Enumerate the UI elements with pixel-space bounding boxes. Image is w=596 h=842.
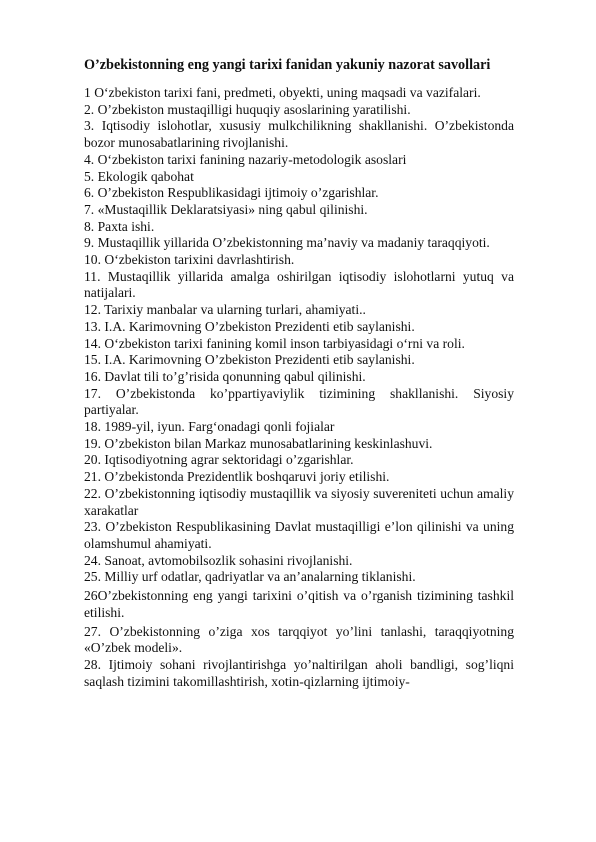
question-item-26: 26O’zbekistonning eng yangi tarixini o’qitish va o’rganish tizimining tashkil etilishi. [84,588,514,620]
question-item-14: 14. O‘zbekiston tarixi fanining komil inson tarbiyasidagi o‘rni va roli. [84,335,465,351]
question-list [84,85,514,690]
question-item-19: 19. O’zbekiston bilan Markaz munosabatlarining keskinlashuvi. [84,435,433,451]
question-item-17: 17. O’zbekistonda ko’ppartiyaviylik tizimining shakllanishi. Siyosiy partiyalar. [84,385,514,418]
question-item-12: 12. Tarixiy manbalar va ularning turlari, ahamiyati.. [84,302,366,318]
question-item-11: 11. Mustaqillik yillarida amalga oshirilgan iqtisodiy islohotlarni yutuq va natijalari. [84,268,514,301]
question-item-23: 23. O’zbekiston Respublikasining Davlat mustaqilligi e’lon qilinishi va uning olamshumul ahamiyati. [84,519,514,551]
question-item-24: 24. Sanoat, avtomobilsozlik sohasini rivojlanishi. [84,552,353,568]
question-item-27: 27. O’zbekistonning o’ziga xos tarqqiyot yo’lini tanlashi, taraqqiyotning «O’zbek modeli». [84,623,514,656]
question-item-18: 18. 1989-yil, iyun. Farg‘onadagi qonli fojialar [84,419,335,435]
question-item-6: 6. O’zbekiston Respublikasidagi ijtimoiy o’zgarishlar. [84,185,379,201]
document-page [84,56,514,690]
question-item-3: 3. Iqtisodiy islohotlar, xususiy mulkchilikning shakllanishi. O’zbekistonda bozor munosabatlarining rivojlanishi. [84,118,514,151]
question-item-2: 2. O’zbekiston mustaqilligi huquqiy asoslarining yaratilishi. [84,101,411,117]
question-item-13: 13. I.A. Karimovning O’zbekiston Prezidenti etib saylanishi. [84,318,415,334]
question-item-1: 1 O‘zbekiston tarixi fani, predmeti, obyekti, uning maqsadi va vazifalari. [84,85,481,100]
question-item-16: 16. Davlat tili to’g’risida qonunning qabul qilinishi. [84,368,366,384]
question-item-7: 7. «Mustaqillik Deklaratsiyasi» ning qabul qilinishi. [84,201,368,217]
question-item-5: 5. Ekologik qabohat [84,168,194,184]
question-item-20: 20. Iqtisodiyotning agrar sektoridagi o’zgarishlar. [84,452,354,468]
question-item-28: 28. Ijtimoiy sohani rivojlantirishga yo’naltirilgan aholi bandligi, sog’liqni saqlash tizimini takomillashtirish, xotin-qizlarning ijtimoiy- [84,656,514,689]
question-item-4: 4. O‘zbekiston tarixi fanining nazariy-metodologik asoslari [84,151,407,167]
question-item-15: 15. I.A. Karimovning O’zbekiston Prezidenti etib saylanishi. [84,352,415,368]
question-item-9: 9. Mustaqillik yillarida O’zbekistonning ma’naviy va madaniy taraqqiyoti. [84,235,490,251]
question-item-10: 10. O‘zbekiston tarixini davrlashtirish. [84,252,295,268]
document-title: O’zbekistonning eng yangi tarixi fanidan yakuniy nazorat savollari [84,57,491,73]
question-item-25: 25. Milliy urf odatlar, qadriyatlar va an’analarning tiklanishi. [84,569,416,585]
question-item-8: 8. Paxta ishi. [84,218,155,234]
question-item-21: 21. O’zbekistonda Prezidentlik boshqaruvi joriy etilishi. [84,469,390,485]
question-item-22: 22. O’zbekistonning iqtisodiy mustaqillik va siyosiy suvereniteti uchun amaliy xarakatlar [84,485,514,518]
